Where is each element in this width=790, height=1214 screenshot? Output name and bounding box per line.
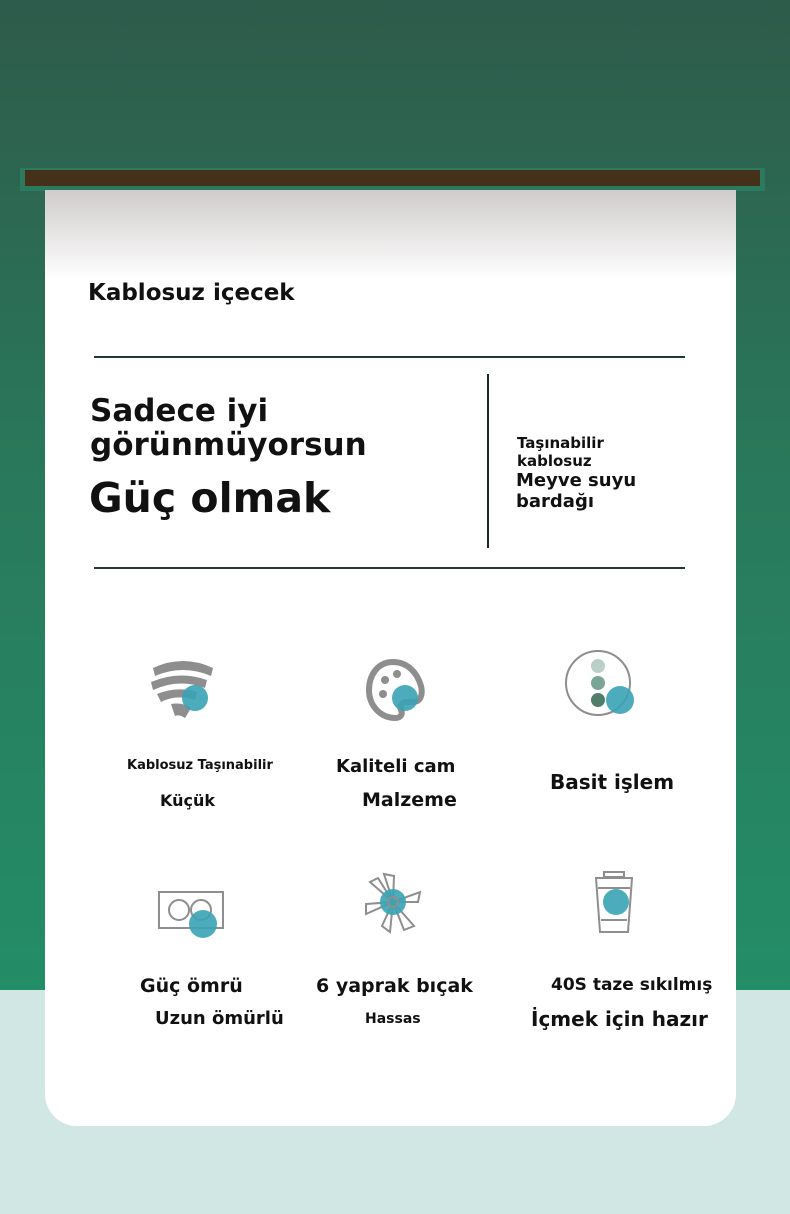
- hero-line-1: Sadece iyi: [90, 393, 269, 429]
- bottom-divider: [94, 567, 685, 569]
- hero-line-2: görünmüyorsun: [90, 427, 367, 463]
- feature-1-line-1: Kablosuz Taşınabilir: [127, 758, 273, 773]
- feature-5-line-1: 6 yaprak bıçak: [316, 975, 473, 997]
- feature-4-line-2: Uzun ömürlü: [155, 1008, 284, 1029]
- product-card: [45, 190, 736, 1126]
- top-rail: [25, 170, 760, 186]
- feature-4-line-1: Güç ömrü: [140, 975, 243, 997]
- dots-circle-icon: [563, 648, 637, 718]
- feature-1-line-2: Küçük: [160, 791, 216, 810]
- palette-icon: [365, 658, 427, 722]
- battery-icon: [157, 890, 227, 942]
- feature-2-line-1: Kaliteli cam: [336, 756, 456, 777]
- feature-6-line-2: İçmek için hazır: [531, 1007, 708, 1031]
- hero-vertical-divider: [487, 374, 489, 548]
- hero-line-3: Güç olmak: [89, 474, 331, 522]
- feature-3-line-1: Basit işlem: [550, 770, 675, 794]
- hero-side-line-3: Meyve suyu: [516, 470, 637, 491]
- feature-2-line-2: Malzeme: [362, 789, 457, 811]
- hero-side-line-1: Taşınabilir: [517, 434, 604, 452]
- card-title: Kablosuz içecek: [88, 280, 295, 306]
- card-shadow: [45, 190, 736, 280]
- feature-6-line-1: 40S taze sıkılmış: [551, 975, 713, 995]
- hero-side-line-4: bardağı: [516, 491, 594, 512]
- hero-side-line-2: kablosuz: [517, 452, 592, 470]
- top-divider: [94, 356, 685, 358]
- blade-icon: [362, 870, 424, 936]
- cup-icon: [592, 870, 636, 936]
- feature-5-line-2: Hassas: [365, 1011, 421, 1027]
- wireless-icon: [149, 656, 219, 722]
